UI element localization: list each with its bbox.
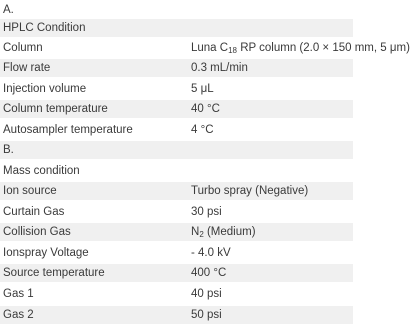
row-label: Gas 1 xyxy=(3,288,34,300)
table-row xyxy=(0,0,353,19)
row-label: Source temperature xyxy=(3,267,105,279)
table-row xyxy=(0,161,353,180)
row-value: 30 psi xyxy=(191,206,222,218)
table-row xyxy=(0,284,353,303)
row-value: 40 °C xyxy=(191,103,220,115)
table-row xyxy=(0,140,353,159)
table-row xyxy=(0,18,353,37)
table-row xyxy=(0,222,353,241)
row-label: Curtain Gas xyxy=(3,206,65,218)
row-value: Turbo spray (Negative) xyxy=(191,185,309,197)
row-label: Injection volume xyxy=(3,83,87,95)
row-label: HPLC Condition xyxy=(3,22,86,34)
row-label: Column temperature xyxy=(3,103,108,115)
table-row xyxy=(0,79,353,98)
table-row xyxy=(0,263,353,282)
table-row xyxy=(0,243,353,262)
row-value: Luna $C_{18}$ RP column (2.0 × 150 mm, 5 μm) xyxy=(191,42,410,55)
row-label: Gas 2 xyxy=(3,309,34,321)
row-value: 4 °C xyxy=(191,124,214,136)
table-row xyxy=(0,181,353,200)
row-label: Flow rate xyxy=(3,62,51,74)
row-value: - 4.0 kV xyxy=(191,247,231,259)
table-row xyxy=(0,202,353,221)
row-value: 400 °C xyxy=(191,267,227,279)
row-value: 40 psi xyxy=(191,288,222,300)
table-row xyxy=(0,120,353,139)
row-label: Collision Gas xyxy=(3,226,71,238)
row-label: Ion source xyxy=(3,185,57,197)
table-row xyxy=(0,99,353,118)
table-row xyxy=(0,58,353,77)
table-row xyxy=(0,305,353,324)
row-value: $N_2$ (Medium) xyxy=(191,226,256,239)
table-row xyxy=(0,38,410,57)
row-label: Column xyxy=(3,42,43,54)
row-label: B. xyxy=(3,144,14,156)
row-label: Mass condition xyxy=(3,165,80,177)
row-label: A. xyxy=(3,4,14,16)
row-value: 0.3 mL/min xyxy=(191,62,248,74)
row-value: 50 psi xyxy=(191,309,222,321)
row-label: Autosampler temperature xyxy=(3,124,133,136)
row-value: 5 μL xyxy=(191,83,214,95)
row-label: Ionspray Voltage xyxy=(3,247,89,259)
